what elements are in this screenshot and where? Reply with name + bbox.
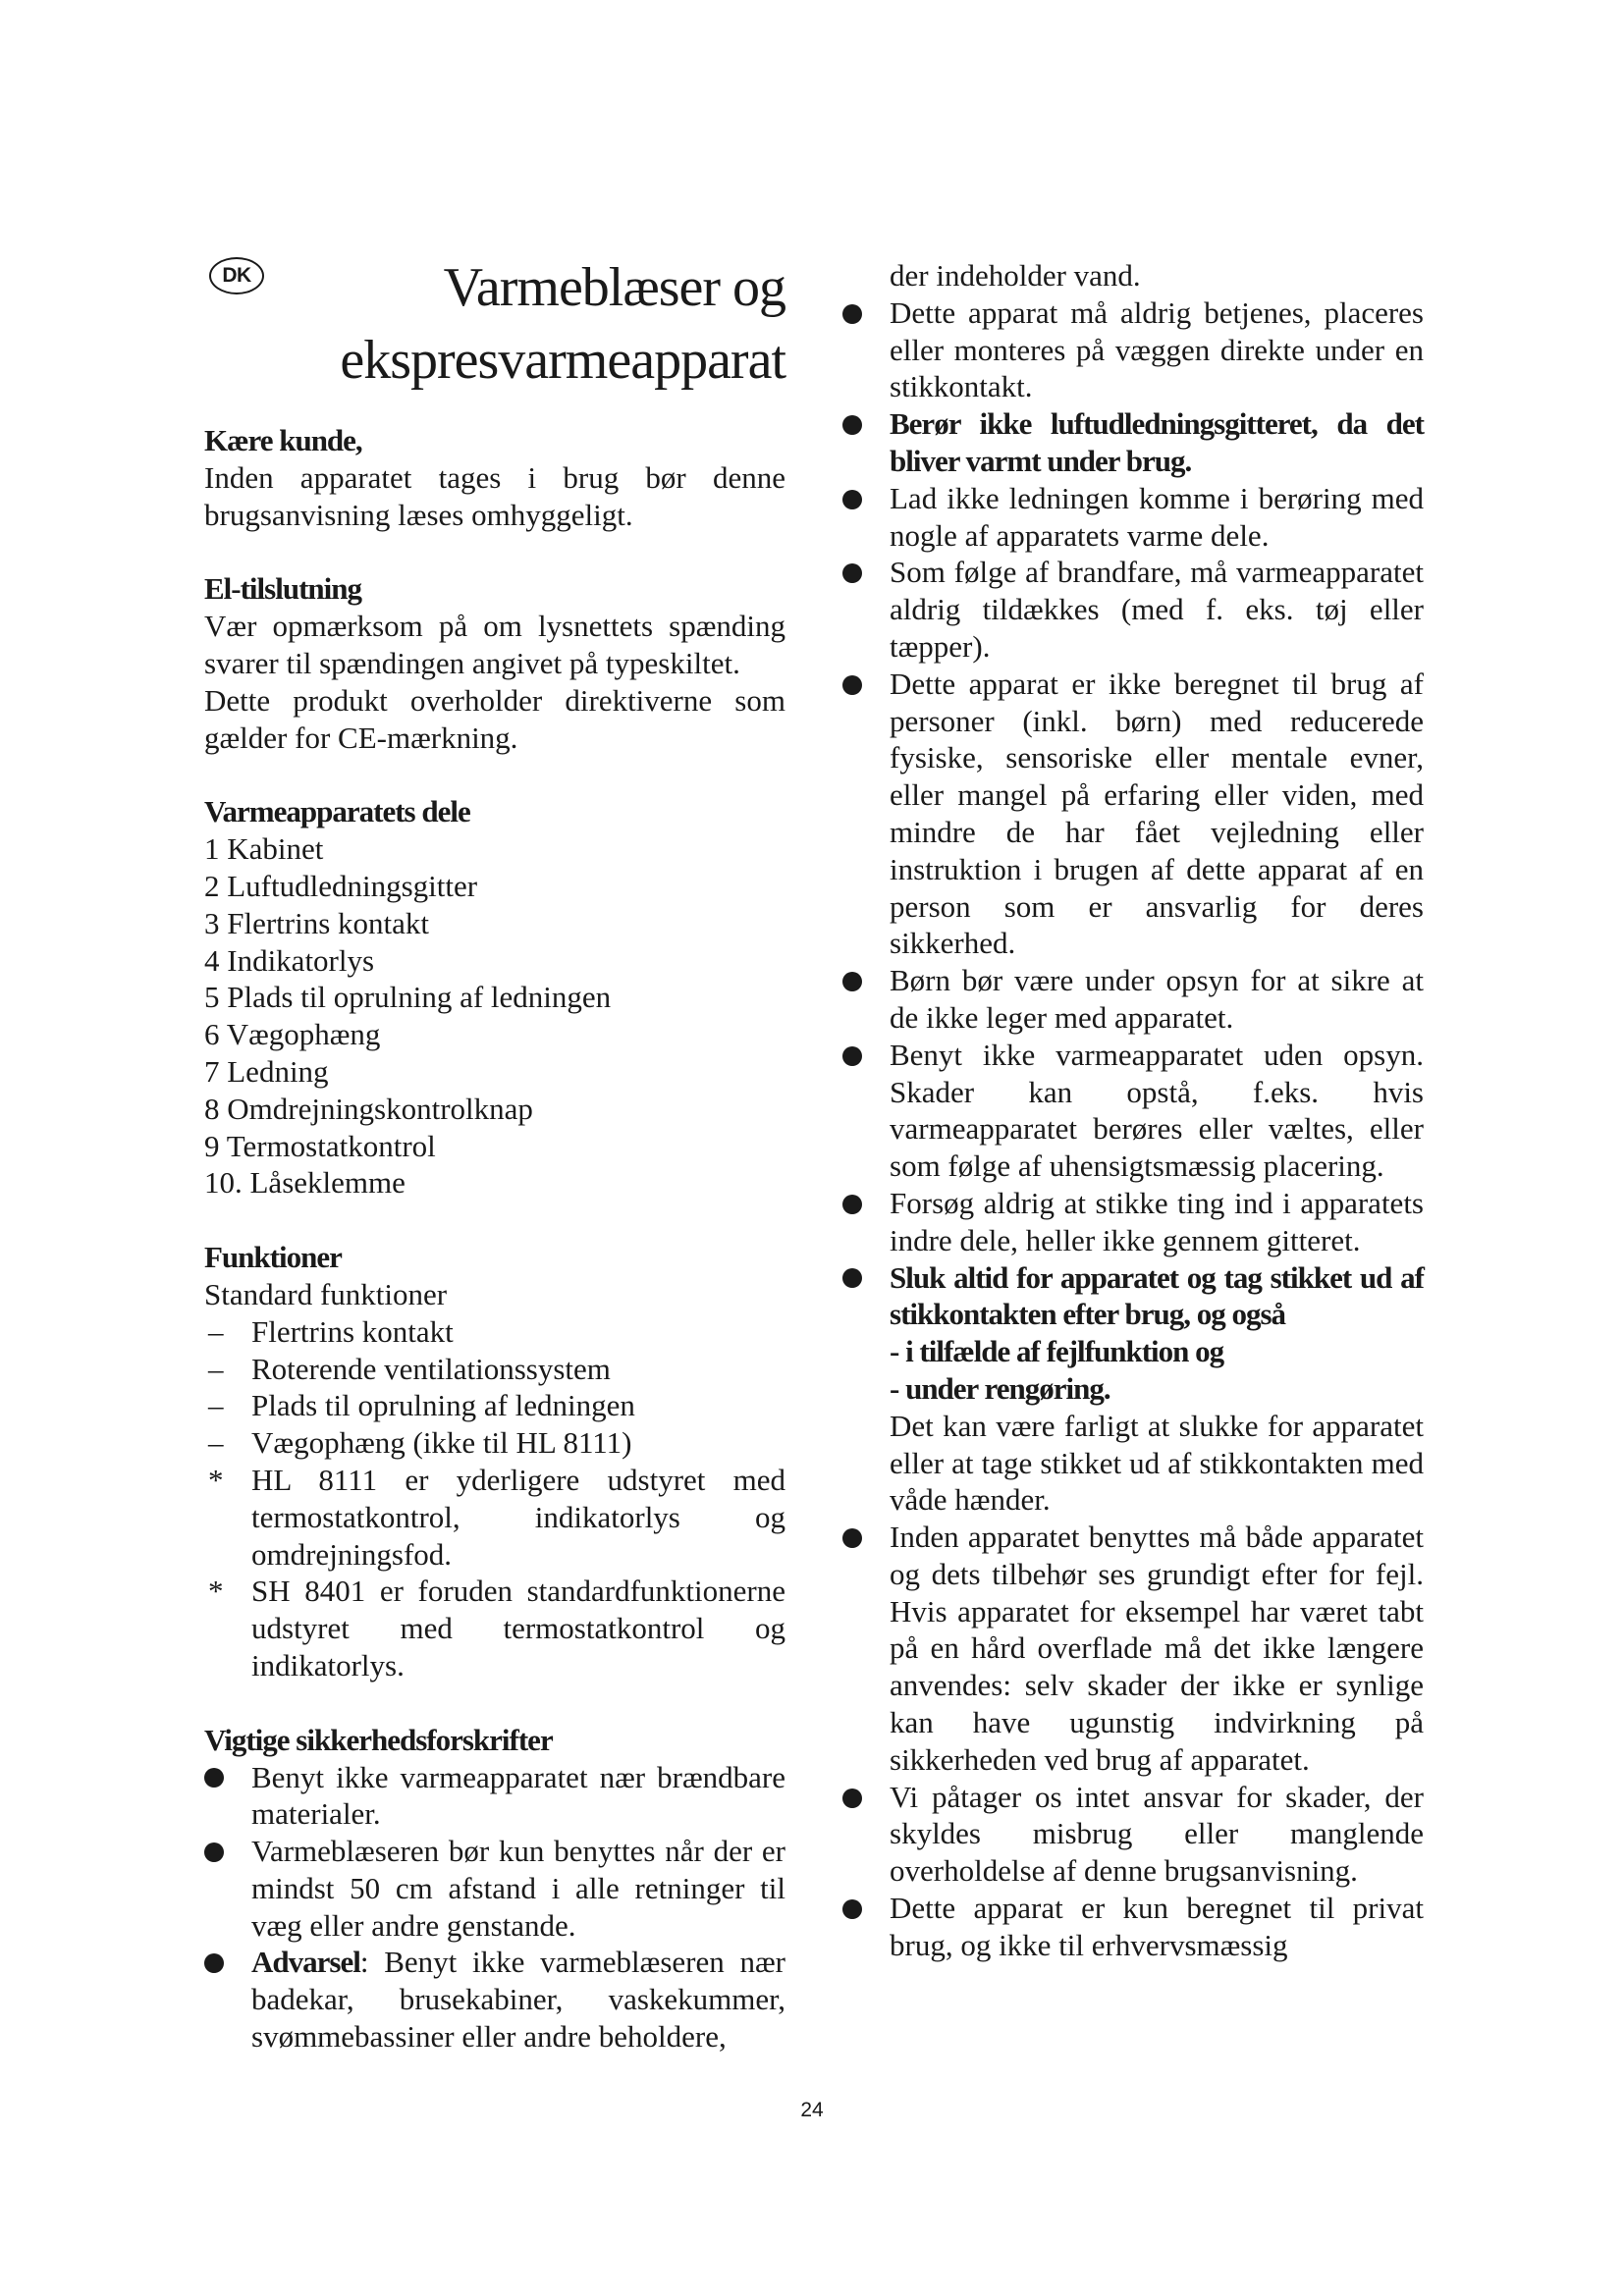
- el-heading: El-tilslutning: [204, 571, 361, 607]
- language-badge: DK: [209, 257, 264, 294]
- list-item: – Vægophæng (ikke til HL 8111): [208, 1425, 632, 1461]
- bullet-dot-icon: [842, 304, 862, 324]
- continued-text: der indeholder vand.: [890, 258, 1141, 293]
- asterisk-bullet: *: [208, 1574, 224, 1609]
- bullet-dot-icon: [842, 415, 862, 435]
- parts-heading: Varmeapparatets dele: [204, 794, 470, 829]
- bullet-dot-icon: [842, 1046, 862, 1066]
- list-item: 3 Flertrins kontakt: [204, 905, 430, 940]
- parts-list: [204, 830, 785, 1201]
- safety-item: Lad ikke ledningen komme i berøring med nogle af apparatets varme dele.: [842, 480, 1424, 555]
- safety-item: Dette apparat må aldrig betjenes, placeres eller monteres på væggen direkte under en stikkontakt.: [842, 294, 1424, 405]
- safety-note: Det kan være farligt at slukke for apparatet eller at tage stikket ud af stikkontakten med våde hænder.: [890, 1408, 1424, 1518]
- bullet-dot-icon: [842, 1528, 862, 1548]
- bullet-dot-icon: [842, 490, 862, 509]
- safety-item: Dette apparat er kun beregnet til privat brug, og ikke til erhvervsmæssig: [842, 1890, 1424, 1964]
- dash-bullet: –: [208, 1351, 224, 1386]
- functions-subheading: Standard funktioner: [204, 1276, 448, 1311]
- note-item: * SH 8401 er foruden standardfunktionerne udstyret med termostatkontrol og indikatorlys.: [208, 1574, 785, 1682]
- safety-item: Sluk altid for apparatet og tag stikket ud af stikkontakten efter brug, og også - i tilfælde af fejlfunktion og - under rengøring.: [842, 1259, 1424, 1408]
- list-item: 5 Plads til oprulning af ledningen: [204, 980, 612, 1015]
- asterisk-bullet: *: [208, 1462, 224, 1497]
- safety-item: Advarsel: Benyt ikke varmeblæseren nær badekar, brusekabiner, vaskekummer, svømmebassiner eller andre beholdere,: [204, 1944, 785, 2055]
- title-line-2: ekspresvarmeapparat: [340, 330, 785, 391]
- title-line-1: Varmeblæser og: [443, 257, 785, 318]
- bullet-dot-icon: [842, 1195, 862, 1214]
- safety-heading: Vigtige sikkerhedsforskrifter: [204, 1722, 553, 1757]
- el-text-1: Vær opmærksom på om lysnettets spænding svarer til spændingen angivet på typeskiltet.: [204, 609, 785, 680]
- list-item: – Flertrins kontakt: [208, 1313, 454, 1349]
- left-column: [204, 257, 785, 2056]
- list-item: 4 Indikatorlys: [204, 942, 375, 978]
- greeting-heading: Kære kunde,: [204, 423, 362, 457]
- el-text-2: Dette produkt overholder direktiverne som gælder for CE-mærkning.: [204, 682, 785, 755]
- safety-item: Vi påtager os intet ansvar for skader, der skyldes misbrug eller manglende overholdelse af denne brugsanvisning.: [842, 1779, 1424, 1890]
- page-number: 24: [800, 2099, 824, 2121]
- safety-item: Benyt ikke varmeapparatet uden opsyn. Skader kan opstå, f.eks. hvis varmeapparatet berøres eller væltes, eller som følge af uhensigtsmæssig placering.: [842, 1037, 1424, 1185]
- safety-item: Varmeblæseren bør kun benyttes når der er mindst 50 cm afstand i alle retninger til væg eller andre genstande.: [204, 1833, 785, 1944]
- bullet-dot-icon: [204, 1842, 224, 1862]
- bullet-dot-icon: [842, 563, 862, 583]
- safety-item: Inden apparatet benyttes må både apparatet og dets tilbehør ses grundigt efter for fejl. Hvis apparatet for eksempel har været tabt på en hård overflade må det ikke længere anvendes: selv skader der ikke er synlige kan have ugunstig indvirkning på sikkerheden ved brug af apparatet.: [842, 1519, 1424, 1779]
- list-item: 2 Luftudledningsgitter: [204, 868, 478, 903]
- warning-label: Advarsel: [251, 1945, 360, 1980]
- greeting-text: Inden apparatet tages i brug bør denne brugsanvisning læses omhyggeligt.: [204, 459, 785, 532]
- bullet-dot-icon: [204, 1768, 224, 1788]
- safety-item: Som følge af brandfare, må varmeapparatet aldrig tildækkes (med f. eks. tøj eller tæpper).: [842, 554, 1424, 665]
- bullet-dot-icon: [204, 1953, 224, 1973]
- dash-bullet: –: [208, 1313, 224, 1349]
- note-item: * HL 8111 er yderligere udstyret med termostatkontrol, indikatorlys og omdrejningsfod.: [208, 1462, 785, 1572]
- list-item: 1 Kabinet: [204, 831, 324, 867]
- functions-heading: Funktioner: [204, 1240, 342, 1275]
- list-item: 7 Ledning: [204, 1053, 329, 1089]
- dash-bullet: –: [208, 1425, 224, 1461]
- safety-item: Dette apparat er ikke beregnet til brug af personer (inkl. børn) med reducerede fysiske, sensoriske eller mentale evner, eller mangel på erfaring eller viden, med mindre de har fået vejledning eller instruktion i brugen af dette apparat af en person som er ansvarlig for deres sikkerhed.: [842, 666, 1424, 962]
- list-item: 8 Omdrejningskontrolknap: [204, 1091, 533, 1126]
- bullet-dot-icon: [842, 1789, 862, 1808]
- list-item: 9 Termostatkontrol: [204, 1128, 436, 1163]
- safety-item: Benyt ikke varmeapparatet nær brændbare materialer.: [204, 1759, 785, 1834]
- bullet-dot-icon: [842, 1899, 862, 1919]
- bullet-dot-icon: [842, 675, 862, 695]
- right-column: [842, 257, 1424, 1964]
- bullet-dot-icon: [842, 972, 862, 991]
- list-item: – Plads til oprulning af ledningen: [208, 1388, 635, 1423]
- list-item: 10. Låseklemme: [204, 1165, 406, 1201]
- safety-item: Berør ikke luftudledningsgitteret, da det bliver varmt under brug.: [842, 405, 1424, 480]
- dash-bullet: –: [208, 1388, 224, 1423]
- list-item: – Roterende ventilationssystem: [208, 1351, 611, 1386]
- list-item: 6 Vægophæng: [204, 1017, 381, 1052]
- safety-item: Børn bør være under opsyn for at sikre at de ikke leger med apparatet.: [842, 962, 1424, 1037]
- safety-item: Forsøg aldrig at stikke ting ind i apparatets indre dele, heller ikke gennem gitteret.: [842, 1185, 1424, 1259]
- bullet-dot-icon: [842, 1268, 862, 1288]
